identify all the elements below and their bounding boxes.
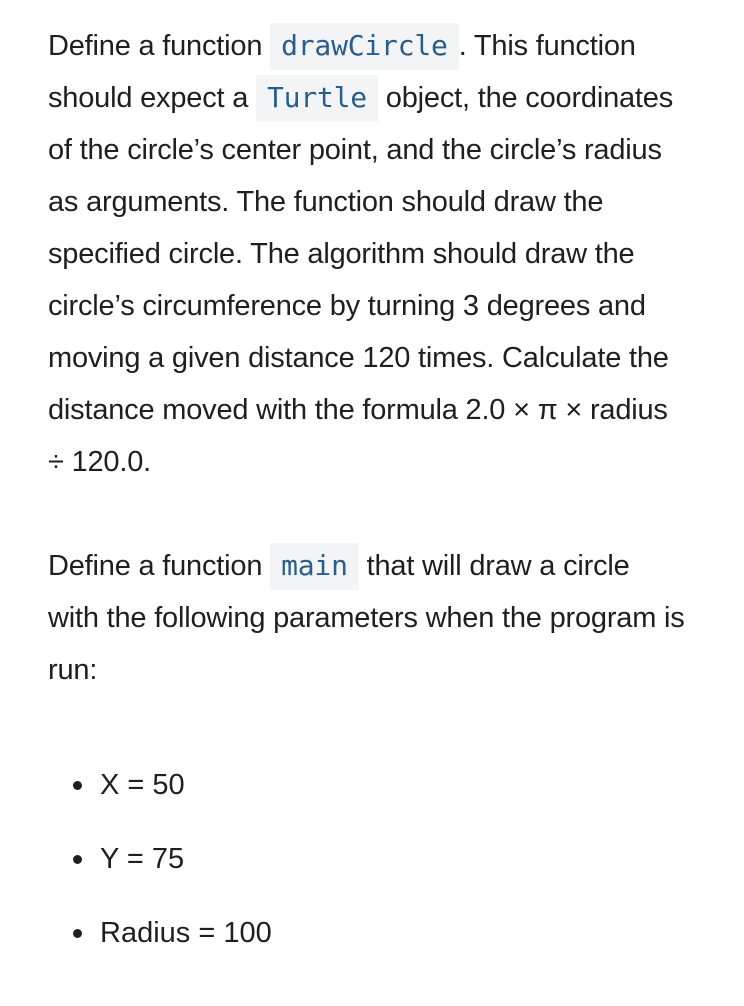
parameter-y: Y = 75 <box>100 843 185 875</box>
parameter-list <box>48 748 688 970</box>
list-item <box>48 896 688 970</box>
bullet-icon <box>73 929 82 938</box>
paragraph-1-mid: . This function should expect a <box>48 30 636 114</box>
instructions-content <box>48 20 688 970</box>
list-item <box>48 822 688 896</box>
bullet-icon <box>73 781 82 790</box>
paragraph-1-prefix: Define a function <box>48 30 271 62</box>
parameter-x: X = 50 <box>100 769 185 801</box>
parameter-radius: Radius = 100 <box>100 917 272 949</box>
bullet-icon <box>73 855 82 864</box>
paragraph-1-rest: object, the coordinates of the circle’s center point, and the circle’s radius as arguments. The function should draw the specified circle. The algorithm should draw the circle’s circumference by turning 3 degrees and moving a given distance 120 times. Calculate the distance moved with the formula 2.0 × π × radius ÷ 120.0. <box>48 82 674 478</box>
paragraph-draw-circle <box>48 20 688 488</box>
paragraph-main <box>48 540 688 696</box>
paragraph-2-prefix: Define a function <box>48 550 271 582</box>
paragraph-2-rest: that will draw a circle with the following parameters when the program is run: <box>48 550 685 686</box>
code-main: main <box>270 543 359 590</box>
list-item <box>48 748 688 822</box>
code-drawcircle: drawCircle <box>270 23 459 70</box>
code-turtle: Turtle <box>256 75 378 122</box>
